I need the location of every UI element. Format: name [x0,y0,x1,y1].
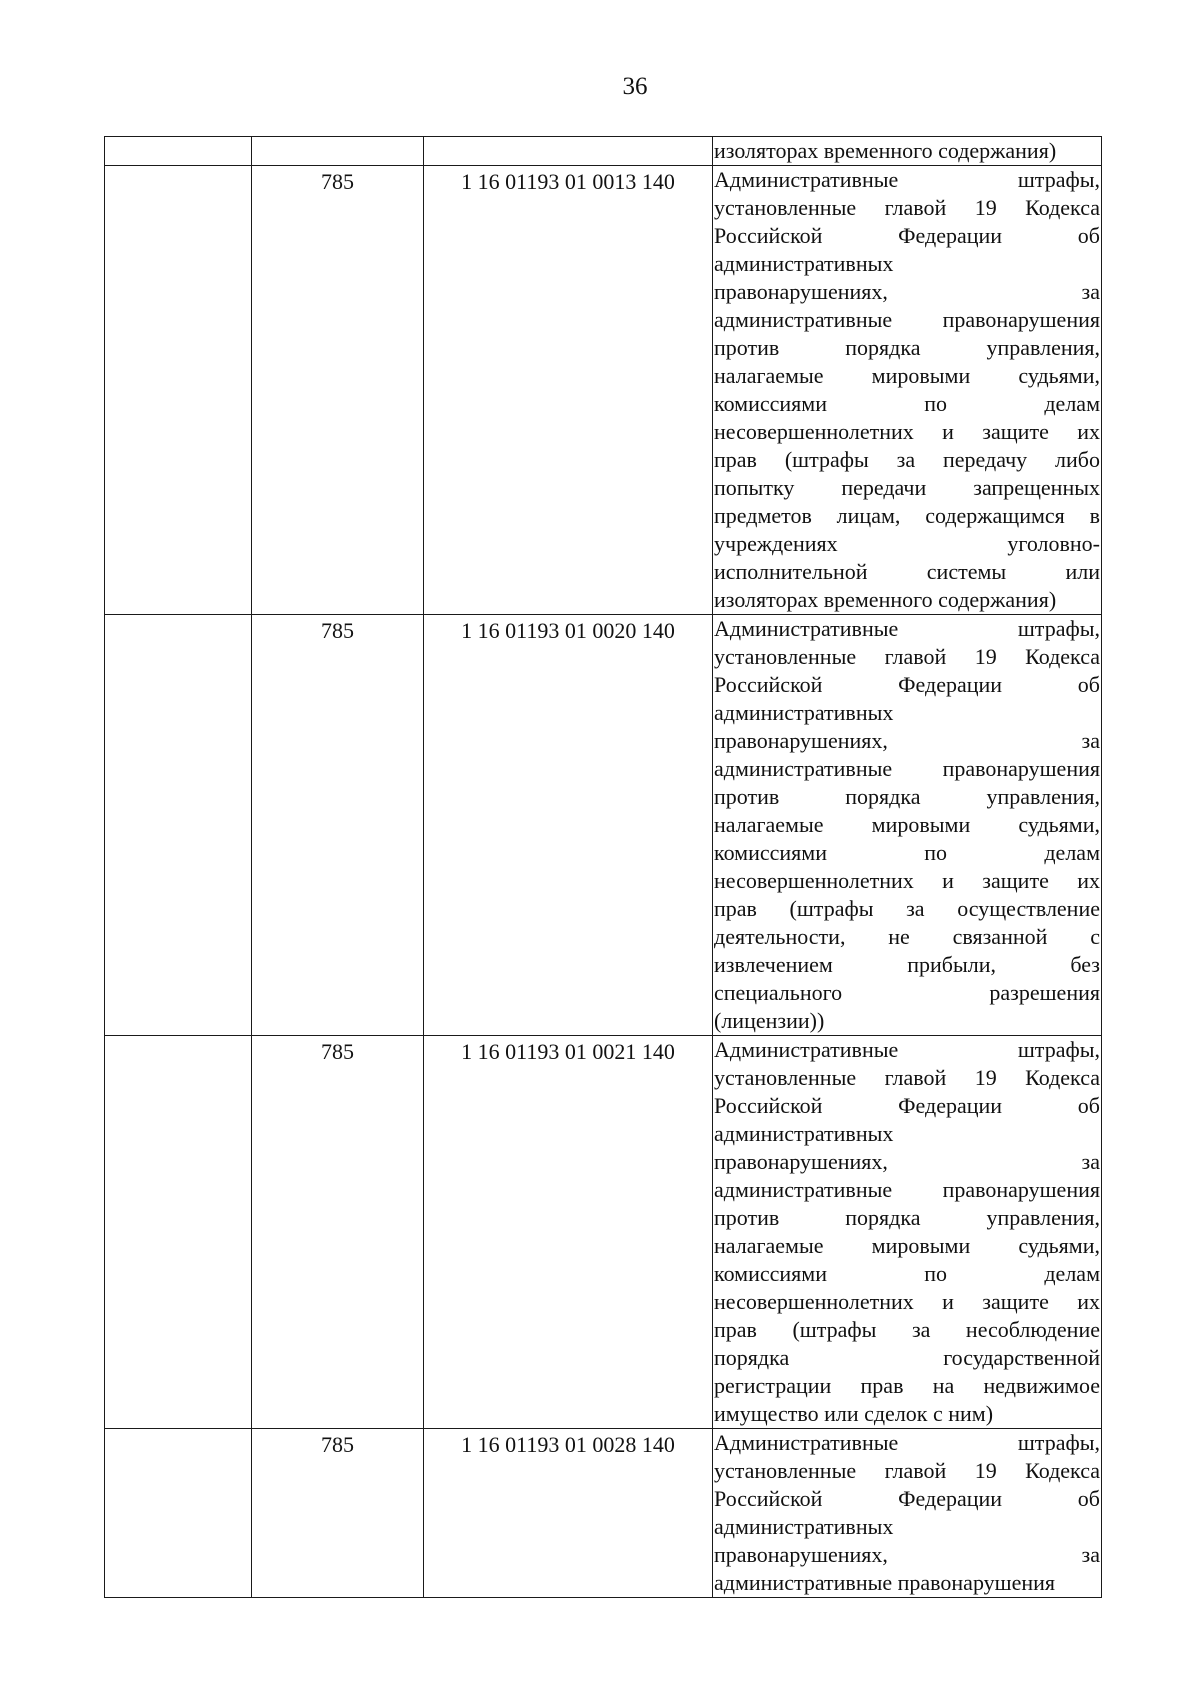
description-line: установленные главой 19 Кодекса [714,1458,1100,1483]
table-row [105,615,1102,1036]
table-row [105,166,1102,615]
description-cell [713,137,1102,166]
description-line: административные правонарушения [714,1177,1100,1202]
description-line: Административные штрафы, [714,167,1100,192]
description-line: прав (штрафы за несоблюдение [714,1317,1100,1342]
description-line: административные правонарушения [714,756,1100,781]
description-cell [713,1036,1102,1429]
admin-code-cell: 785 [252,1429,424,1598]
description-cell [713,166,1102,615]
description-line: установленные главой 19 Кодекса [714,644,1100,669]
description-line: несовершеннолетних и защите их [714,868,1100,893]
admin-cell [105,166,252,615]
description-line: Административные штрафы, [714,1037,1100,1062]
description-line: административных [714,251,894,276]
budget-classification-code-cell: 1 16 01193 01 0028 140 [424,1429,713,1598]
description-line: Административные штрафы, [714,1430,1100,1455]
description-line: несовершеннолетних и защите их [714,419,1100,444]
budget-code-table [104,136,1102,1598]
description-line: против порядка управления, [714,784,1100,809]
description-line: специального разрешения [714,980,1100,1005]
description-line: комиссиями по делам [714,840,1100,865]
table-body [105,137,1102,1598]
description-cell [713,615,1102,1036]
description-line: против порядка управления, [714,1205,1100,1230]
description-line: налагаемые мировыми судьями, [714,812,1100,837]
description-line: изоляторах временного содержания) [714,587,1057,612]
admin-cell [105,1429,252,1598]
description-line: Российской Федерации об [714,1486,1100,1511]
description-line: имущество или сделок с ним) [714,1401,994,1426]
description-line: Административные штрафы, [714,616,1100,641]
budget-classification-code-cell: 1 16 01193 01 0021 140 [424,1036,713,1429]
table-row [105,137,1102,166]
budget-classification-code-cell [424,137,713,166]
description-line: правонарушениях, за [714,1149,1100,1174]
description-line: деятельности, не связанной с [714,924,1100,949]
description-line: Российской Федерации об [714,1093,1100,1118]
description-line: попытку передачи запрещенных [714,475,1100,500]
description-line: порядка государственной [714,1345,1100,1370]
description-line: предметов лицам, содержащимся в [714,503,1100,528]
budget-classification-code-cell: 1 16 01193 01 0013 140 [424,166,713,615]
description-line: комиссиями по делам [714,391,1100,416]
admin-cell [105,615,252,1036]
table-row [105,1036,1102,1429]
admin-cell [105,137,252,166]
description-line: административных [714,700,894,725]
description-line: прав (штрафы за передачу либо [714,447,1100,472]
description-line: изоляторах временного содержания) [714,138,1057,163]
page-number: 36 [622,73,648,100]
description-line: несовершеннолетних и защите их [714,1289,1100,1314]
description-line: прав (штрафы за осуществление [714,896,1100,921]
admin-code-cell [252,137,424,166]
description-line: извлечением прибыли, без [714,952,1100,977]
description-line: регистрации прав на недвижимое [714,1373,1100,1398]
description-line: исполнительной системы или [714,559,1100,584]
description-cell [713,1429,1102,1598]
admin-code-cell: 785 [252,1036,424,1429]
budget-classification-code-cell: 1 16 01193 01 0020 140 [424,615,713,1036]
description-line: установленные главой 19 Кодекса [714,195,1100,220]
description-line: налагаемые мировыми судьями, [714,363,1100,388]
admin-code-cell: 785 [252,166,424,615]
description-line: Российской Федерации об [714,672,1100,697]
admin-code-cell: 785 [252,615,424,1036]
table-row [105,1429,1102,1598]
description-line: правонарушениях, за [714,1542,1100,1567]
description-line: против порядка управления, [714,335,1100,360]
description-line: административные правонарушения [714,1570,1056,1595]
description-line: административные правонарушения [714,307,1100,332]
description-line: административных [714,1121,894,1146]
description-line: налагаемые мировыми судьями, [714,1233,1100,1258]
description-line: учреждениях уголовно- [714,531,1100,556]
admin-cell [105,1036,252,1429]
description-line: правонарушениях, за [714,279,1100,304]
description-line: (лицензии)) [714,1008,825,1033]
description-line: установленные главой 19 Кодекса [714,1065,1100,1090]
description-line: комиссиями по делам [714,1261,1100,1286]
description-line: правонарушениях, за [714,728,1100,753]
description-line: административных [714,1514,894,1539]
description-line: Российской Федерации об [714,223,1100,248]
